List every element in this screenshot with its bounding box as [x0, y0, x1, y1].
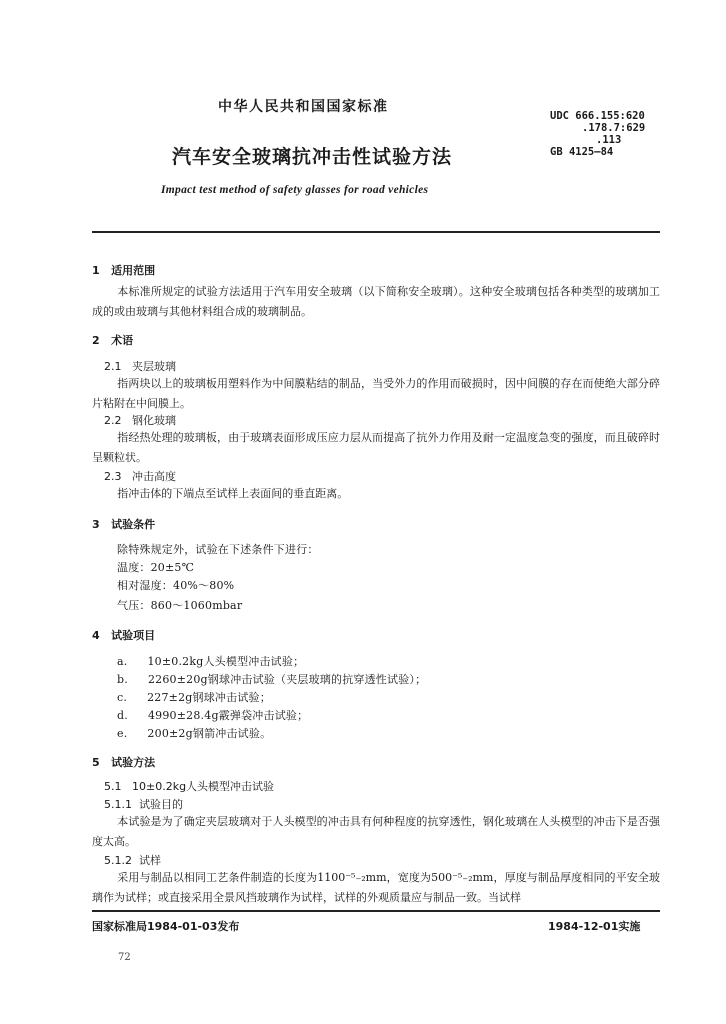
implementation-date: 1984-12-01实施 — [548, 920, 641, 933]
footer-divider — [92, 910, 660, 912]
subsection-5-1-2-heading: 5.1.2 试样 — [104, 854, 161, 867]
scope-paragraph: 本标准所规定的试验方法适用于汽车用安全玻璃（以下简称安全玻璃）。这种安全玻璃包括各种类型的玻璃加工成的或由玻璃与其他材料组合成的玻璃制品。 — [92, 285, 660, 318]
section-title: 试验项目 — [111, 629, 156, 642]
impact-height-definition: 指冲击体的下端点至试样上表面间的垂直距离。 — [117, 487, 349, 500]
page-number: 72 — [118, 952, 131, 963]
subsection-5-1-heading: 5.1 10±0.2kg人头模型冲击试验 — [104, 780, 275, 793]
test-item: a. 10±0.2kg人头模型冲击试验； — [117, 655, 305, 668]
subsection-2-3-heading: 2.3 冲击高度 — [104, 470, 176, 483]
laminated-glass-definition: 指两块以上的玻璃板用塑料作为中间膜粘结的制品，当受外力的作用而破损时，因中间膜的存在而使绝大部分碎片粘附在中间膜上。 — [92, 377, 660, 410]
condition-temperature: 温度：20±5℃ — [117, 561, 195, 574]
udc-code-line1: UDC 666.155:620 — [550, 110, 645, 122]
gb-number: GB 4125—84 — [550, 146, 614, 158]
section-number: 1 — [92, 264, 100, 277]
test-purpose-paragraph: 本试验是为了确定夹层玻璃对于人头模型的冲击具有何种程度的抗穿透性，钢化玻璃在人头模型的冲击下是否强度太高。 — [92, 815, 660, 848]
issuing-country-header: 中华人民共和国国家标准 — [218, 99, 389, 115]
section-title: 试验条件 — [111, 518, 156, 531]
subsection-2-2-heading: 2.2 钢化玻璃 — [104, 414, 176, 427]
conditions-intro: 除特殊规定外，试验在下述条件下进行： — [117, 543, 319, 556]
test-item: e. 200±2g钢箭冲击试验。 — [117, 727, 272, 740]
section-5-heading — [92, 754, 155, 770]
test-item: d. 4990±28.4g霰弹袋冲击试验； — [117, 709, 309, 722]
tempered-glass-definition: 指经热处理的玻璃板，由于玻璃表面形成压应力层从而提高了抗外力作用及耐一定温度急变的强度，而且破碎时呈颗粒状。 — [92, 431, 660, 464]
section-title: 试验方法 — [111, 756, 156, 769]
section-number: 4 — [92, 629, 100, 642]
subsection-5-1-1-heading: 5.1.1 试验目的 — [104, 798, 183, 811]
subsection-2-1-heading: 2.1 夹层玻璃 — [104, 360, 176, 373]
udc-code-line2: .178.7:629 — [582, 122, 646, 134]
section-number: 5 — [92, 756, 100, 769]
specimen-paragraph: 采用与制品以相同工艺条件制造的长度为1100⁻⁵₋₂mm，宽度为500⁻⁵₋₂mm，厚度与制品厚度相同的平安全玻璃作为试样；或直接采用全景风挡玻璃作为试样，试样的外观质量应与制品一致。当试样 — [92, 871, 660, 904]
document-title-english: Impact test method of safety glasses for road vehicles — [161, 184, 429, 196]
section-title: 适用范围 — [111, 264, 156, 277]
section-2-heading — [92, 332, 133, 348]
section-4-heading — [92, 627, 155, 643]
section-1-heading — [92, 262, 155, 278]
section-3-heading — [92, 516, 155, 532]
test-item: b. 2260±20g钢球冲击试验（夹层玻璃的抗穿透性试验）； — [117, 673, 427, 686]
section-number: 3 — [92, 518, 100, 531]
section-number: 2 — [92, 334, 100, 347]
issue-date: 国家标准局1984-01-03发布 — [92, 920, 240, 933]
header-divider — [92, 231, 660, 233]
condition-pressure: 气压：860～1060mbar — [117, 599, 243, 612]
section-title: 术语 — [111, 334, 134, 347]
document-title: 汽车安全玻璃抗冲击性试验方法 — [172, 146, 453, 168]
test-item: c. 227±2g钢球冲击试验； — [117, 691, 271, 704]
udc-code-line3: .113 — [596, 134, 622, 146]
condition-humidity: 相对湿度：40%～80% — [117, 579, 235, 592]
